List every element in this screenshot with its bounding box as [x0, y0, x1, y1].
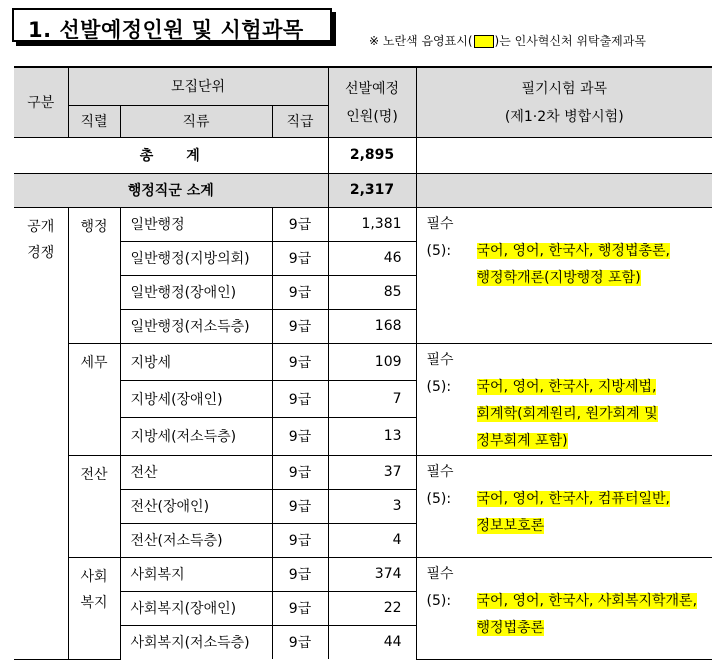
table-row	[14, 455, 712, 489]
count-cell: 109	[328, 343, 416, 380]
category-line2: 경쟁	[27, 244, 55, 261]
total-label	[14, 137, 328, 173]
jikryu-cell: 지방세(장애인)	[120, 380, 272, 417]
grade-cell: 9급	[272, 625, 328, 659]
count-cell: 168	[328, 309, 416, 343]
jikryu-cell: 전산(장애인)	[120, 489, 272, 523]
total-value: 2,895	[328, 137, 416, 173]
jikryu-cell: 일반행정(지방의회)	[120, 241, 272, 275]
grade-cell: 9급	[272, 591, 328, 625]
header-jikgeup: 직급	[272, 105, 328, 137]
total-subjects	[416, 137, 712, 173]
jikryu-cell: 지방세	[120, 343, 272, 380]
subject-line: 국어, 영어, 한국사, 행정법총론,	[476, 242, 670, 259]
header-subjects-line2: (제1·2차 병합시험)	[504, 109, 624, 126]
grade-cell: 9급	[272, 275, 328, 309]
header-subjects-line1: 필기시험 과목	[521, 81, 608, 98]
header-count	[328, 67, 416, 137]
grade-cell: 9급	[272, 523, 328, 557]
count-cell: 374	[328, 557, 416, 591]
jikryu-cell: 일반행정(장애인)	[120, 275, 272, 309]
highlight-note	[369, 32, 646, 49]
header-jikryeol: 직렬	[68, 105, 120, 137]
jikryu-cell: 사회복지(저소득층)	[120, 625, 272, 659]
jikryu-cell: 전산	[120, 455, 272, 489]
subtotal-label: 행정직군 소계	[14, 173, 328, 207]
count-cell: 85	[328, 275, 416, 309]
header-count-line2: 인원(명)	[346, 109, 398, 126]
jikryeol-line1: 사회	[80, 568, 108, 585]
subjects-cell	[416, 455, 712, 557]
count-cell: 44	[328, 625, 416, 659]
category-cell	[14, 207, 68, 659]
subject-line: 정부회계 포함)	[476, 432, 568, 449]
note-prefix: ※ 노란색 음영표시(	[369, 34, 473, 48]
jikryeol-cell	[68, 455, 120, 557]
header-jikryu: 직류	[120, 105, 272, 137]
subtotal-subjects	[416, 173, 712, 207]
grade-cell: 9급	[272, 241, 328, 275]
jikryeol-cell	[68, 557, 120, 659]
jikryu-cell: 지방세(저소득층)	[120, 418, 272, 455]
yellow-swatch-icon	[474, 35, 494, 48]
jikryu-cell: 일반행정	[120, 207, 272, 241]
section-title: 1. 선발예정인원 및 시험과목	[28, 18, 304, 42]
note-suffix: )는 인사혁신처 위탁출제과목	[494, 34, 646, 48]
table-row	[14, 343, 712, 380]
count-cell: 4	[328, 523, 416, 557]
subject-prefix: 필수(5):	[426, 565, 454, 609]
subject-line: 회계학(회계원리, 원가회계 및	[476, 405, 658, 422]
jikryu-cell: 일반행정(저소득층)	[120, 309, 272, 343]
count-cell: 3	[328, 489, 416, 523]
grade-cell: 9급	[272, 380, 328, 417]
header-count-line1: 선발예정	[344, 81, 400, 98]
subject-prefix: 필수(5):	[426, 463, 454, 507]
jikryeol-line2: 복지	[80, 594, 108, 611]
subject-prefix: 필수(5):	[426, 351, 454, 395]
count-cell: 22	[328, 591, 416, 625]
subject-line: 국어, 영어, 한국사, 컴퓨터일반,	[476, 490, 670, 507]
section-title-box	[12, 8, 332, 42]
grade-cell: 9급	[272, 309, 328, 343]
grade-cell: 9급	[272, 207, 328, 241]
grade-cell: 9급	[272, 489, 328, 523]
count-cell: 37	[328, 455, 416, 489]
header-subjects	[416, 67, 712, 137]
table-row	[14, 557, 712, 591]
subject-line: 정보보호론	[476, 517, 545, 534]
subjects-cell	[416, 557, 712, 659]
grade-cell: 9급	[272, 343, 328, 380]
total-label-text: 총 계	[139, 148, 202, 164]
count-cell: 7	[328, 380, 416, 417]
count-cell: 46	[328, 241, 416, 275]
grade-cell: 9급	[272, 455, 328, 489]
subject-line: 행정법총론	[476, 619, 545, 636]
jikryeol-line1: 행정	[80, 218, 108, 235]
jikryeol-line1: 전산	[80, 466, 108, 483]
jikryu-cell: 전산(저소득층)	[120, 523, 272, 557]
subject-line: 국어, 영어, 한국사, 지방세법,	[476, 378, 657, 395]
jikryeol-cell	[68, 343, 120, 455]
grade-cell: 9급	[272, 557, 328, 591]
grade-cell: 9급	[272, 418, 328, 455]
subjects-cell	[416, 343, 712, 455]
jikryeol-cell	[68, 207, 120, 343]
jikryu-cell: 사회복지	[120, 557, 272, 591]
subtotal-value: 2,317	[328, 173, 416, 207]
recruitment-table	[14, 66, 712, 660]
category-line1: 공개	[27, 218, 55, 235]
table-row	[14, 207, 712, 241]
jikryeol-line1: 세무	[80, 354, 108, 371]
subject-prefix: 필수(5):	[426, 215, 454, 259]
jikryu-cell: 사회복지(장애인)	[120, 591, 272, 625]
header-recruit-unit: 모집단위	[68, 67, 328, 105]
count-cell: 1,381	[328, 207, 416, 241]
count-cell: 13	[328, 418, 416, 455]
subject-line: 행정학개론(지방행정 포함)	[476, 269, 641, 286]
subject-line: 국어, 영어, 한국사, 사회복지학개론,	[476, 592, 698, 609]
header-gubun: 구분	[14, 67, 68, 137]
subjects-cell	[416, 207, 712, 343]
